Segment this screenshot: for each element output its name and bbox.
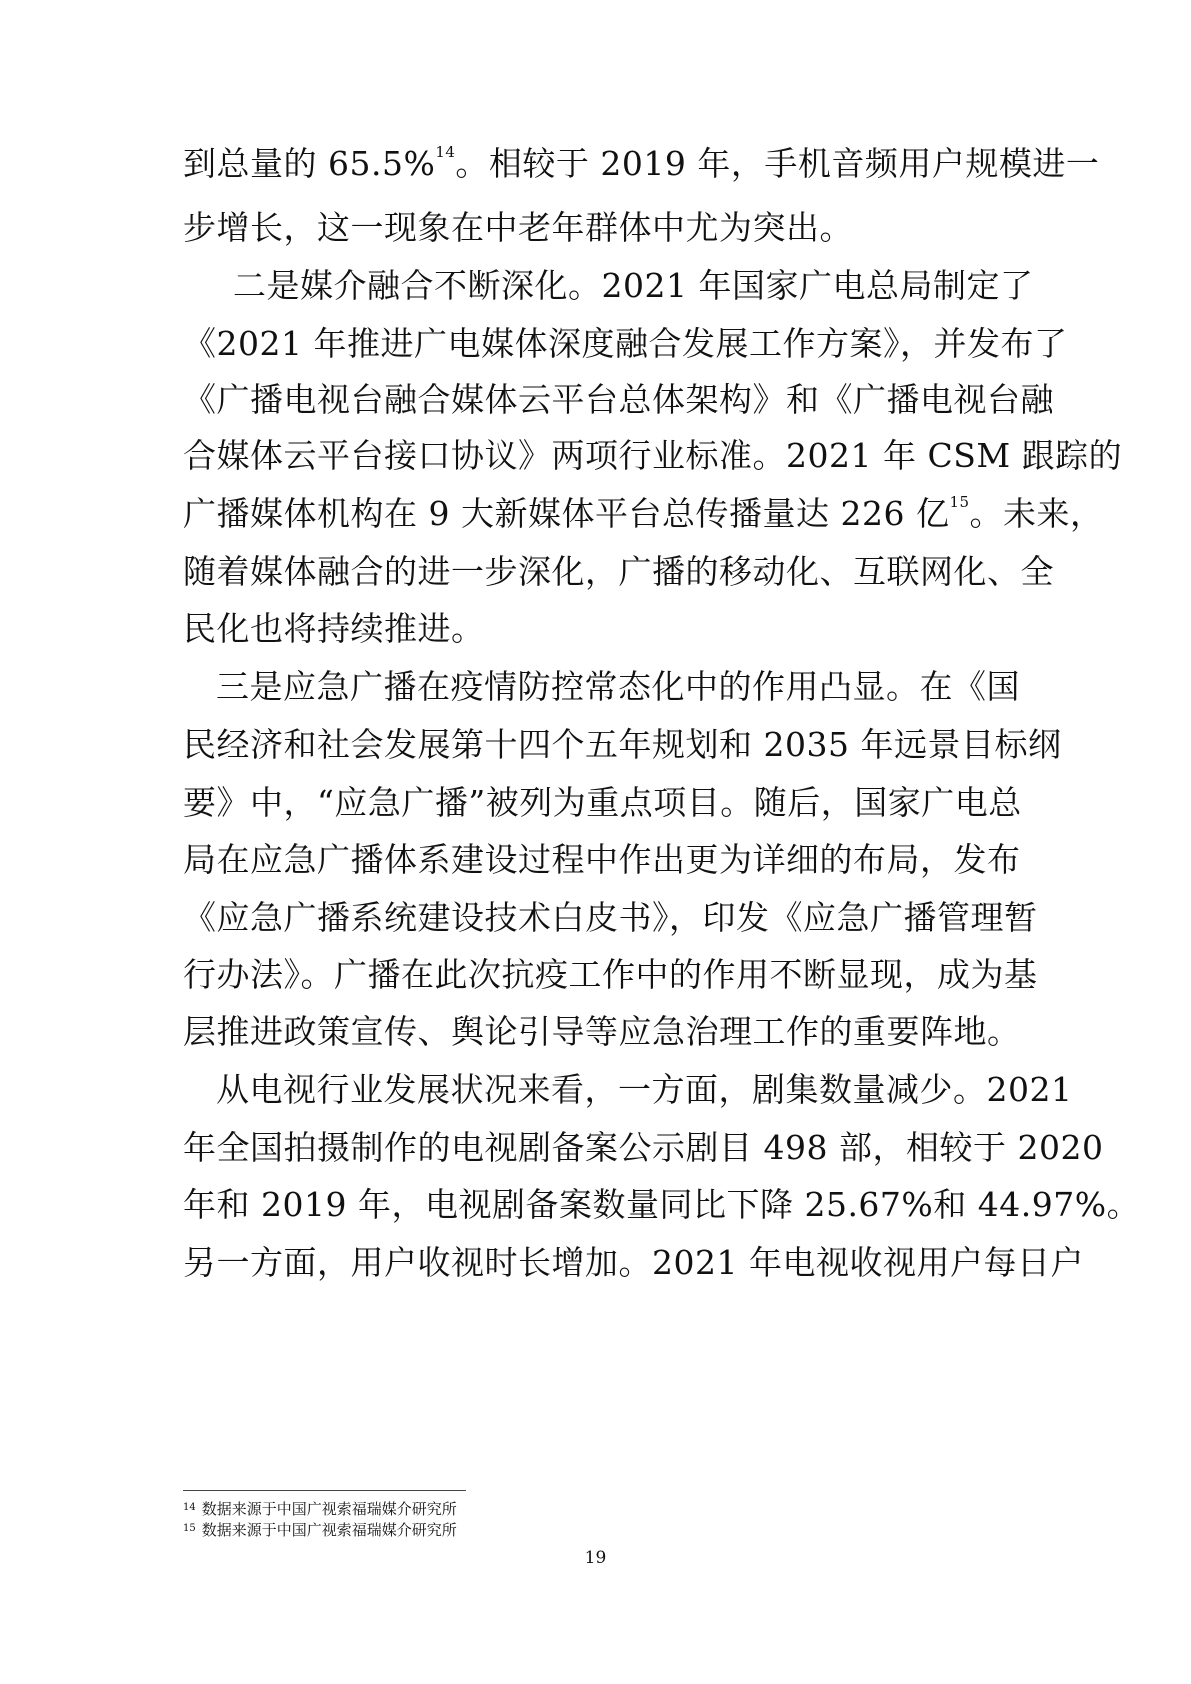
footnote-ref-14[interactable]: 14 [435, 143, 456, 161]
footnote-ref-15[interactable]: 15 [949, 493, 970, 511]
body-line-19: 年和 2019 年，电视剧备案数量同比下降 25.67%和 44.97%。 [183, 1185, 1141, 1224]
body-line-7 [183, 482, 1104, 546]
body-line-1-tail: 。相较于 2019 年，手机音频用户规模进一 [455, 144, 1100, 183]
footnote-mark: 14 [183, 1502, 196, 1513]
body-line-11: 民经济和社会发展第十四个五年规划和 2035 年远景目标纲 [183, 725, 1062, 764]
footnote-text: 数据来源于中国广视索福瑞媒介研究所 [201, 1500, 457, 1518]
body-line-1-text: 到总量的 65.5% [183, 144, 436, 183]
footnote-separator [183, 1490, 466, 1491]
body-line-6: 合媒体云平台接口协议》两项行业标准。2021 年 CSM 跟踪的 [183, 436, 1123, 475]
body-line-8: 随着媒体融合的进一步深化，广播的移动化、互联网化、全 [183, 552, 1054, 591]
body-line-9: 民化也将持续推进。 [183, 609, 485, 648]
body-line-3: 二是媒介融合不断深化。2021 年国家广电总局制定了 [233, 266, 1034, 305]
footnote-text: 数据来源于中国广视索福瑞媒介研究所 [201, 1521, 457, 1539]
body-line-20: 另一方面，用户收视时长增加。2021 年电视收视用户每日户 [183, 1243, 1084, 1282]
body-line-16: 层推进政策宣传、舆论引导等应急治理工作的重要阵地。 [183, 1012, 1021, 1051]
body-line-7-tail: 。未来， [969, 494, 1104, 533]
body-line-2: 步增长，这一现象在中老年群体中尤为突出。 [183, 208, 853, 247]
body-line-13: 局在应急广播体系建设过程中作出更为详细的布局，发布 [183, 840, 1021, 879]
body-line-17: 从电视行业发展状况来看，一方面，剧集数量减少。2021 [216, 1070, 1073, 1109]
footnote-mark: 15 [183, 1523, 196, 1534]
body-line-12: 要》中，“应急广播”被列为重点项目。随后，国家广电总 [183, 783, 1022, 822]
body-line-7-text: 广播媒体机构在 9 大新媒体平台总传播量达 226 亿 [183, 494, 950, 533]
body-line-10: 三是应急广播在疫情防控常态化中的作用凸显。在《国 [216, 667, 1020, 706]
page-number: 19 [584, 1548, 607, 1568]
footnote-14 [183, 1499, 457, 1519]
body-line-4: 《2021 年推进广电媒体深度融合发展工作方案》，并发布了 [183, 324, 1068, 363]
body-line-1 [183, 132, 1100, 196]
body-line-15: 行办法》。广播在此次抗疫工作中的作用不断显现，成为基 [183, 955, 1038, 994]
body-line-14: 《应急广播系统建设技术白皮书》，印发《应急广播管理暂 [183, 898, 1038, 937]
body-line-18: 年全国拍摄制作的电视剧备案公示剧目 498 部，相较于 2020 [183, 1128, 1104, 1167]
body-line-5: 《广播电视台融合媒体云平台总体架构》和《广播电视台融 [183, 380, 1054, 419]
footnote-15 [183, 1520, 457, 1540]
